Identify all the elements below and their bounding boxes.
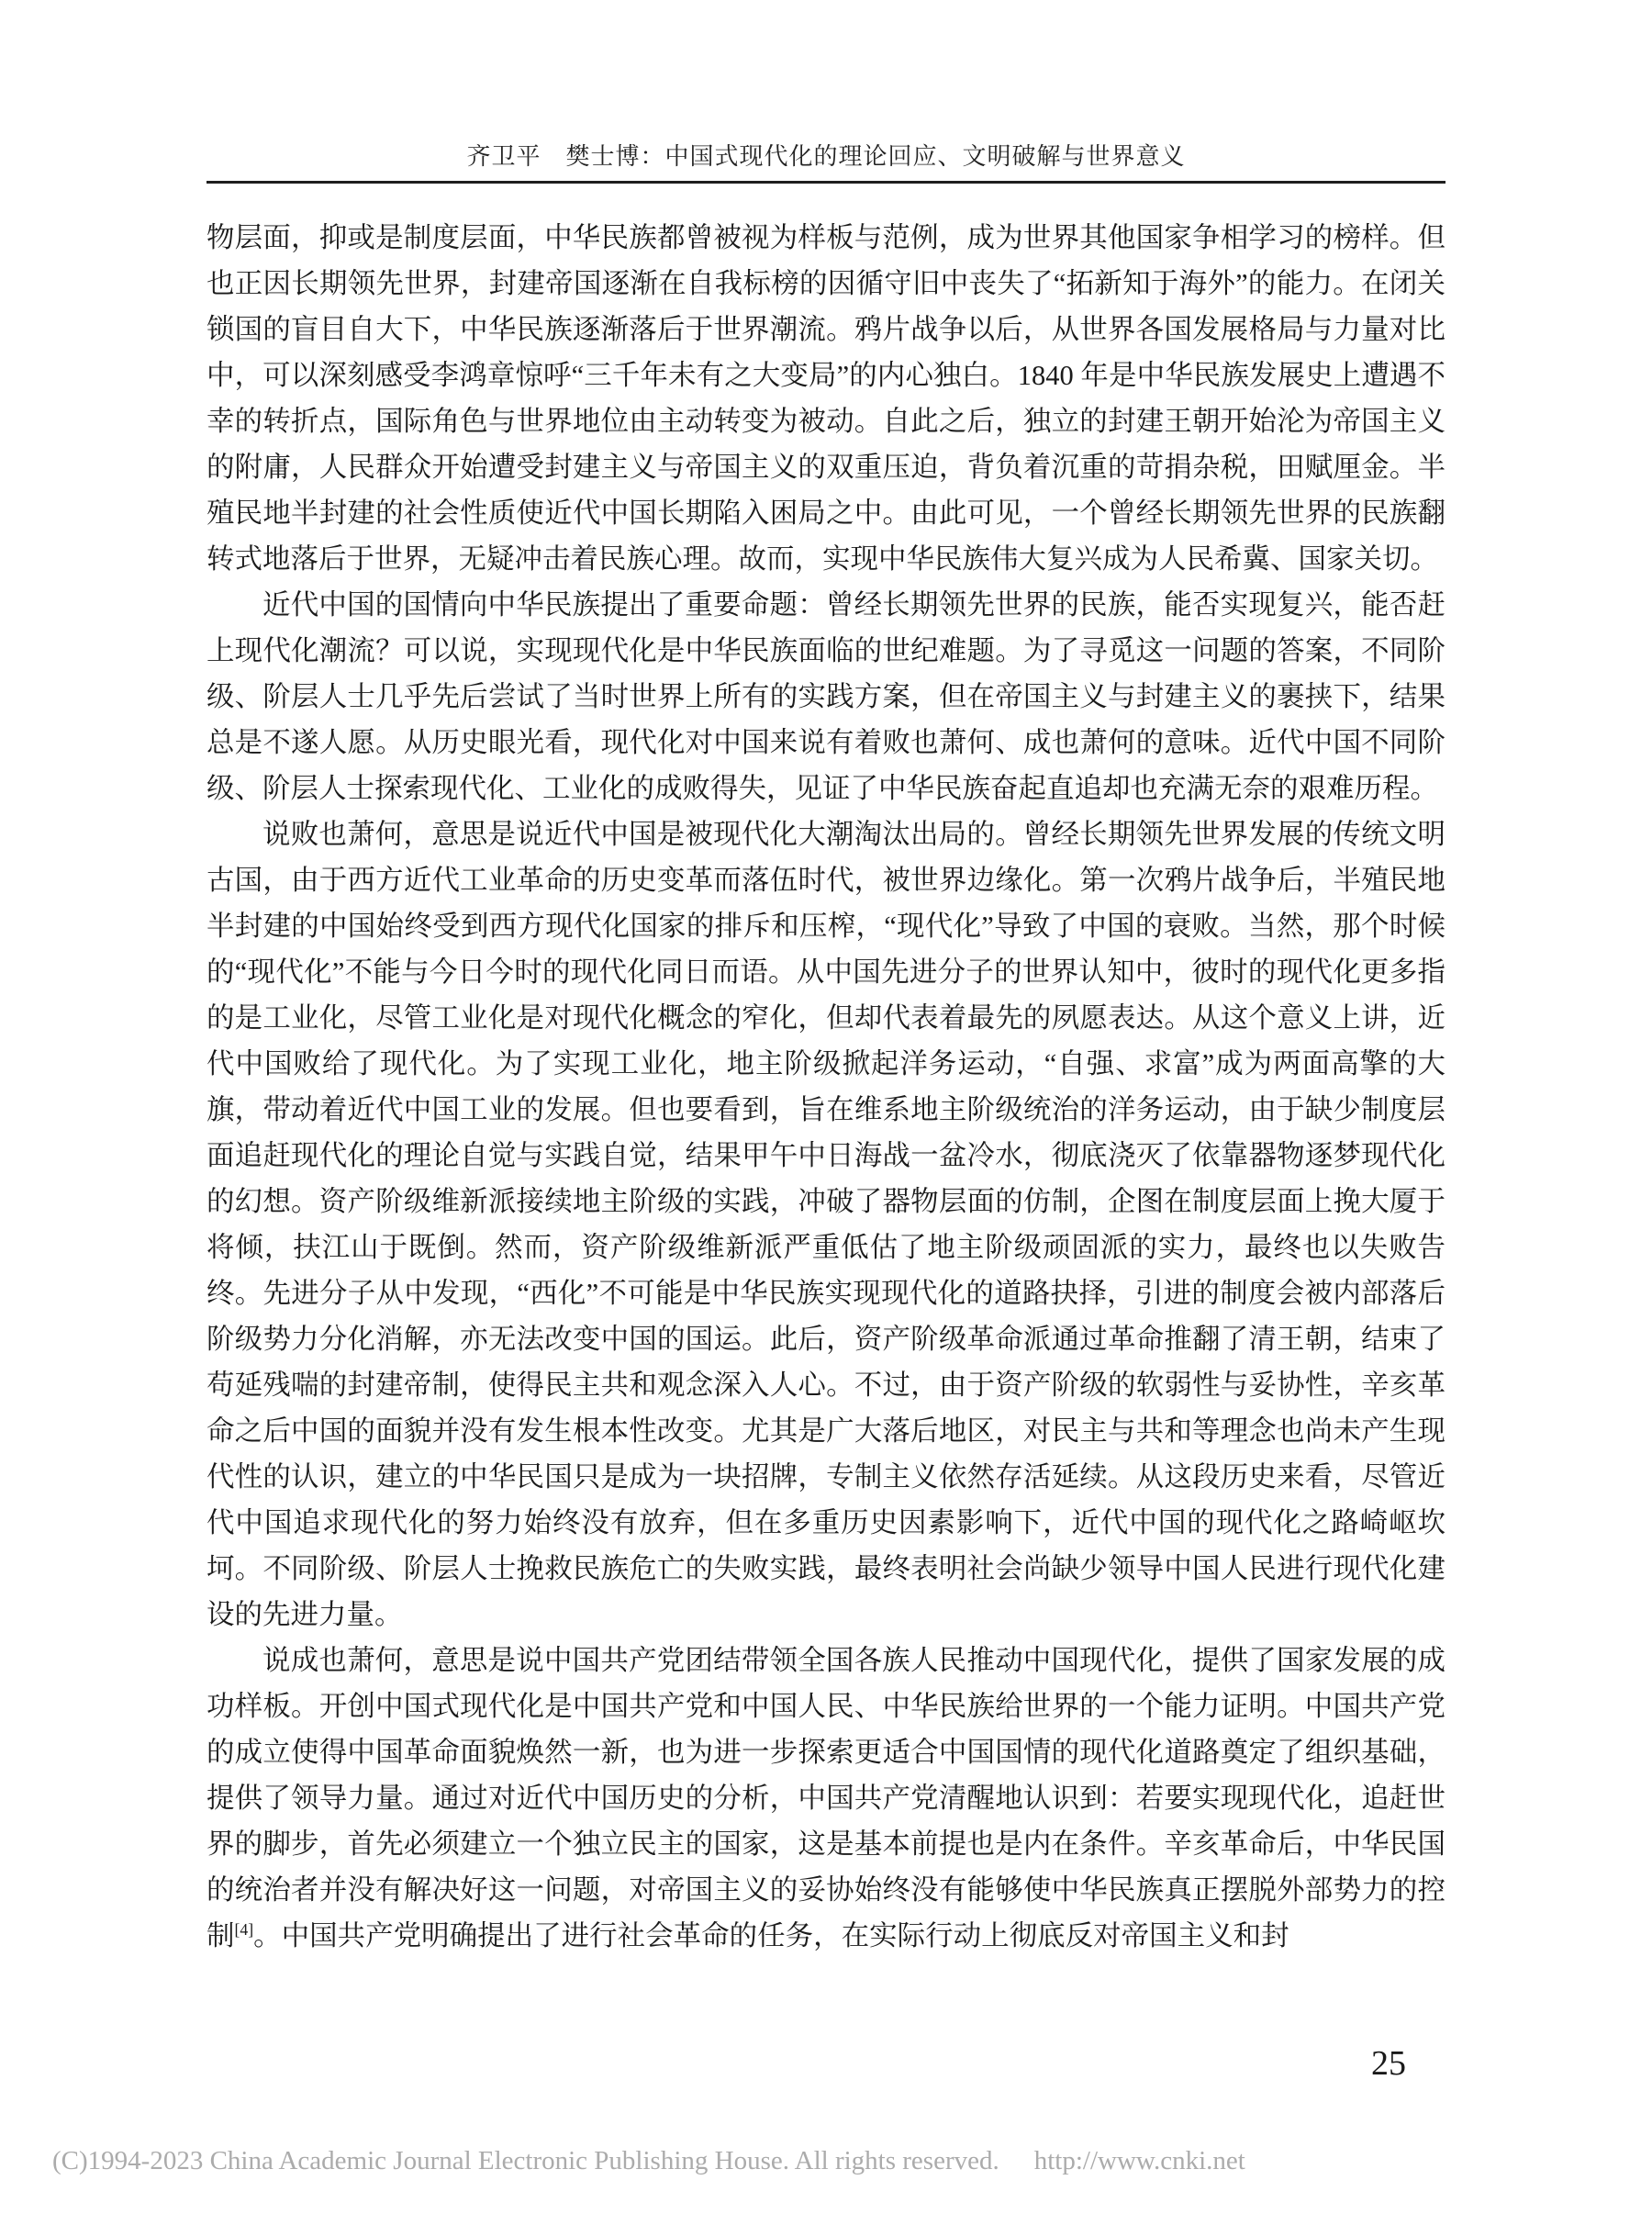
running-header-title: 齐卫平 樊士博：中国式现代化的理论回应、文明破解与世界意义 xyxy=(466,143,1186,170)
cnki-url-link[interactable]: http://www.cnki.net xyxy=(1033,2146,1245,2175)
article-body xyxy=(206,215,1446,1959)
page-number: 25 xyxy=(1371,2044,1406,2083)
footer xyxy=(52,2146,1613,2176)
paragraph-continuation: 物层面，抑或是制度层面，中华民族都曾被视为样板与范例，成为世界其他国家争相学习的榜样。但也正因长期领先世界，封建帝国逐渐在自我标榜的因循守旧中丧失了“拓新知于海外”的能力。在闭关锁国的盲目自大下，中华民族逐渐落后于世界潮流。鸦片战争以后，从世界各国发展格局与力量对比中，可以深刻感受李鸿章惊呼“三千年未有之大变局”的内心独白。1840 年是中华民族发展史上遭遇不幸的转折点，国际角色与世界地位由主动转变为被动。自此之后，独立的封建王朝开始沦为帝国主义的附庸，人民群众开始遭受封建主义与帝国主义的双重压迫，背负着沉重的苛捐杂税，田赋厘金。半殖民地半封建的社会性质使近代中国长期陷入困局之中。由此可见，一个曾经长期领先世界的民族翻转式地落后于世界，无疑冲击着民族心理。故而，实现中华民族伟大复兴成为人民希冀、国家关切。 xyxy=(206,222,1446,575)
header-rule xyxy=(206,181,1446,184)
footnote-reference-4: [4] xyxy=(234,1919,254,1939)
paragraph-2: 近代中国的国情向中华民族提出了重要命题：曾经长期领先世界的民族，能否实现复兴，能否赶上现代化潮流？可以说，实现现代化是中华民族面临的世纪难题。为了寻觅这一问题的答案，不同阶级、阶层人士几乎先后尝试了当时世界上所有的实践方案，但在帝国主义与封建主义的裹挟下，结果总是不遂人愿。从历史眼光看，现代化对中国来说有着败也萧何、成也萧何的意味。近代中国不同阶级、阶层人士探索现代化、工业化的成败得失，见证了中华民族奋起直追却也充满无奈的艰难历程。 xyxy=(206,589,1446,804)
paragraph-4-text-after-ref: 。中国共产党明确提出了进行社会革命的任务，在实际行动上彻底反对帝国主义和封 xyxy=(253,1920,1289,1951)
paragraph-4-text-before-ref: 说成也萧何，意思是说中国共产党团结带领全国各族人民推动中国现代化，提供了国家发展的成功样板。开创中国式现代化是中国共产党和中国人民、中华民族给世界的一个能力证明。中国共产党的成立使得中国革命面貌焕然一新，也为进一步探索更适合中国国情的现代化道路奠定了组织基础，提供了领导力量。通过对近代中国历史的分析，中国共产党清醒地认识到：若要实现现代化，追赶世界的脚步，首先必须建立一个独立民主的国家，这是基本前提也是内在条件。辛亥革命后，中华民国的统治者并没有解决好这一问题，对帝国主义的妥协始终没有能够使中华民族真正摆脱外部势力的控制 xyxy=(206,1645,1446,1951)
copyright-notice: (C)1994-2023 China Academic Journal Electronic Publishing House. All rights reserved. xyxy=(52,2146,999,2175)
paragraph-3: 说败也萧何，意思是说近代中国是被现代化大潮淘汰出局的。曾经长期领先世界发展的传统文明古国，由于西方近代工业革命的历史变革而落伍时代，被世界边缘化。第一次鸦片战争后，半殖民地半封建的中国始终受到西方现代化国家的排斥和压榨，“现代化”导致了中国的衰败。当然，那个时候的“现代化”不能与今日今时的现代化同日而语。从中国先进分子的世界认知中，彼时的现代化更多指的是工业化，尽管工业化是对现代化概念的窄化，但却代表着最先的夙愿表达。从这个意义上讲，近代中国败给了现代化。为了实现工业化，地主阶级掀起洋务运动，“自强、求富”成为两面高擎的大旗，带动着近代中国工业的发展。但也要看到，旨在维系地主阶级统治的洋务运动，由于缺少制度层面追赶现代化的理论自觉与实践自觉，结果甲午中日海战一盆冷水，彻底浇灭了依靠器物逐梦现代化的幻想。资产阶级维新派接续地主阶级的实践，冲破了器物层面的仿制，企图在制度层面上挽大厦于将倾，扶江山于既倒。然而，资产阶级维新派严重低估了地主阶级顽固派的实力，最终也以失败告终。先进分子从中发现，“西化”不可能是中华民族实现现代化的道路抉择，引进的制度会被内部落后阶级势力分化消解，亦无法改变中国的国运。此后，资产阶级革命派通过革命推翻了清王朝，结束了苟延残喘的封建帝制，使得民主共和观念深入人心。不过，由于资产阶级的软弱性与妥协性，辛亥革命之后中国的面貌并没有发生根本性改变。尤其是广大落后地区，对民主与共和等理念也尚未产生现代性的认识，建立的中华民国只是成为一块招牌，专制主义依然存活延续。从这段历史来看，尽管近代中国追求现代化的努力始终没有放弃，但在多重历史因素影响下，近代中国的现代化之路崎岖坎坷。不同阶级、阶层人士挽救民族危亡的失败实践，最终表明社会尚缺少领导中国人民进行现代化建设的先进力量。 xyxy=(206,819,1446,1630)
paragraph-4 xyxy=(206,1638,1446,1959)
